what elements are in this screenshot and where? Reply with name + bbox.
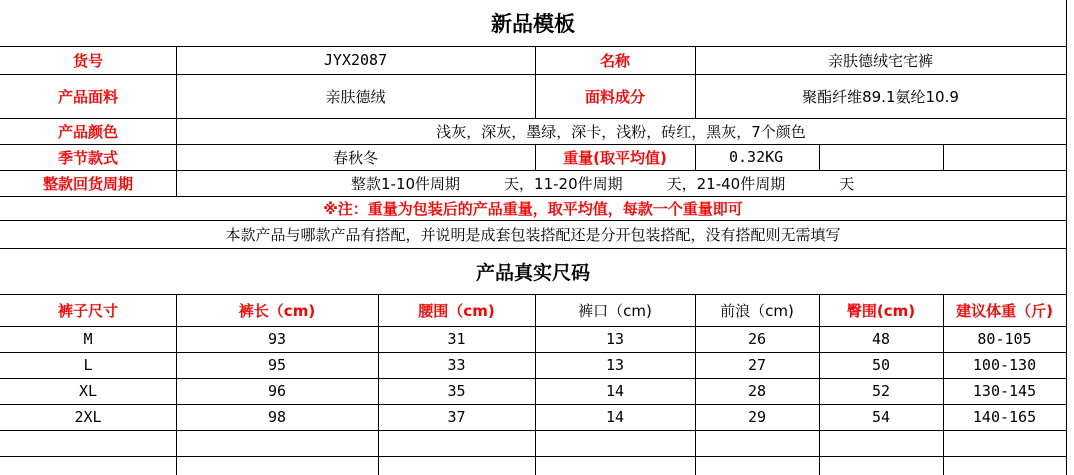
- grid-line: [0, 220, 1066, 221]
- grid-line: [0, 326, 1066, 327]
- size-cell[interactable]: 14: [605, 382, 625, 400]
- grid-line: [0, 144, 1066, 145]
- grid-line: [176, 170, 177, 196]
- grid-line: [176, 294, 177, 475]
- size-cell[interactable]: 33: [447, 356, 466, 374]
- grid-line: [943, 294, 944, 475]
- grid-line: [1066, 0, 1067, 475]
- grid-line: [0, 456, 1066, 457]
- size-cell[interactable]: XL: [78, 382, 98, 400]
- item-no-value[interactable]: JYX2087: [323, 51, 388, 69]
- fabric-label: 产品面料: [57, 87, 118, 106]
- size-cell[interactable]: 96: [267, 382, 287, 400]
- grid-line: [0, 248, 1066, 249]
- size-header-hem: 裤口（cm): [578, 301, 652, 320]
- size-cell[interactable]: 48: [871, 330, 891, 348]
- grid-line: [176, 46, 177, 118]
- grid-line: [695, 294, 696, 475]
- size-cell[interactable]: 98: [267, 408, 287, 426]
- grid-line: [378, 294, 379, 475]
- match-note: 本款产品与哪款产品有搭配，并说明是成套包装搭配还是分开包装搭配，没有搭配则无需填写: [225, 225, 841, 244]
- size-header-hip: 臀围(cm): [846, 301, 916, 320]
- size-cell[interactable]: 54: [871, 408, 891, 426]
- size-cell[interactable]: 140-165: [972, 408, 1037, 426]
- size-cell[interactable]: 80-105: [977, 330, 1032, 348]
- composition-label: 面料成分: [584, 87, 645, 106]
- grid-line: [0, 118, 1066, 119]
- size-cell[interactable]: 2XL: [74, 408, 102, 426]
- size-cell[interactable]: 26: [747, 330, 767, 348]
- size-cell[interactable]: 27: [747, 356, 767, 374]
- weight-extra-cell-2[interactable]: [943, 144, 1066, 170]
- name-label: 名称: [599, 51, 630, 70]
- grid-line: [0, 170, 1066, 171]
- weight-label: 重量(取平均值): [563, 148, 667, 167]
- restock-part-4: 天: [839, 174, 855, 193]
- grid-line: [819, 144, 820, 170]
- size-cell[interactable]: 100-130: [972, 356, 1037, 374]
- grid-line: [695, 46, 696, 118]
- season-label: 季节款式: [57, 148, 118, 167]
- restock-label: 整款回货周期: [42, 174, 133, 193]
- grid-line: [535, 144, 536, 170]
- size-header-weight: 建议体重（斤): [956, 301, 1053, 320]
- grid-line: [0, 352, 1066, 353]
- size-cell[interactable]: 37: [447, 408, 466, 426]
- name-value[interactable]: 亲肤德绒宅宅裤: [827, 51, 933, 70]
- size-cell[interactable]: 28: [747, 382, 767, 400]
- item-no-label: 货号: [72, 51, 103, 70]
- size-header-size: 裤子尺寸: [57, 301, 118, 320]
- season-value[interactable]: 春秋冬: [332, 148, 378, 167]
- fabric-value[interactable]: 亲肤德绒: [325, 87, 386, 106]
- size-cell[interactable]: 130-145: [972, 382, 1037, 400]
- size-cell[interactable]: M: [83, 330, 93, 348]
- grid-line: [819, 294, 820, 475]
- size-cell[interactable]: 35: [447, 382, 466, 400]
- grid-line: [0, 74, 1066, 75]
- color-label: 产品颜色: [57, 122, 118, 141]
- grid-line: [176, 118, 177, 144]
- grid-line: [535, 294, 536, 475]
- size-cell[interactable]: 52: [871, 382, 891, 400]
- grid-line: [0, 378, 1066, 379]
- size-header-length: 裤长（cm): [238, 301, 316, 320]
- grid-line: [0, 294, 1066, 295]
- grid-line: [695, 144, 696, 170]
- grid-line: [176, 144, 177, 170]
- restock-part-1: 整款1-10件周期: [351, 174, 461, 193]
- weight-extra-cell[interactable]: [819, 144, 943, 170]
- size-header-rise: 前浪（cm): [720, 301, 794, 320]
- weight-value[interactable]: 0.32KG: [729, 148, 784, 166]
- restock-part-2: 天，11-20件周期: [504, 174, 623, 193]
- size-table-title: 产品真实尺码: [475, 261, 590, 284]
- grid-line: [0, 196, 1066, 197]
- size-cell[interactable]: 14: [605, 408, 625, 426]
- size-cell[interactable]: 93: [267, 330, 287, 348]
- size-cell[interactable]: 95: [267, 356, 287, 374]
- grid-line: [0, 430, 1066, 431]
- grid-line: [0, 46, 1066, 47]
- size-cell[interactable]: 31: [447, 330, 466, 348]
- size-cell[interactable]: 13: [605, 330, 625, 348]
- size-cell[interactable]: 50: [871, 356, 891, 374]
- size-cell[interactable]: 13: [605, 356, 625, 374]
- grid-line: [0, 404, 1066, 405]
- restock-value[interactable]: [176, 170, 1066, 196]
- grid-line: [943, 144, 944, 170]
- size-cell[interactable]: 29: [747, 408, 767, 426]
- weight-note: [0, 196, 1066, 220]
- sheet-title: 新品模板: [491, 12, 575, 36]
- composition-value[interactable]: 聚酯纤维89.1氨纶10.9: [802, 87, 959, 106]
- color-value[interactable]: 浅灰，深灰，墨绿，深卡，浅粉，砖红，黑灰，7个颜色: [436, 122, 806, 141]
- note-text: ※注：重量为包装后的产品重量，取平均值，每款一个重量即可: [323, 199, 743, 218]
- size-header-waist: 腰围（cm): [418, 301, 495, 320]
- size-cell[interactable]: L: [83, 356, 93, 374]
- restock-part-3: 天，21-40件周期: [666, 174, 786, 193]
- grid-line: [535, 46, 536, 118]
